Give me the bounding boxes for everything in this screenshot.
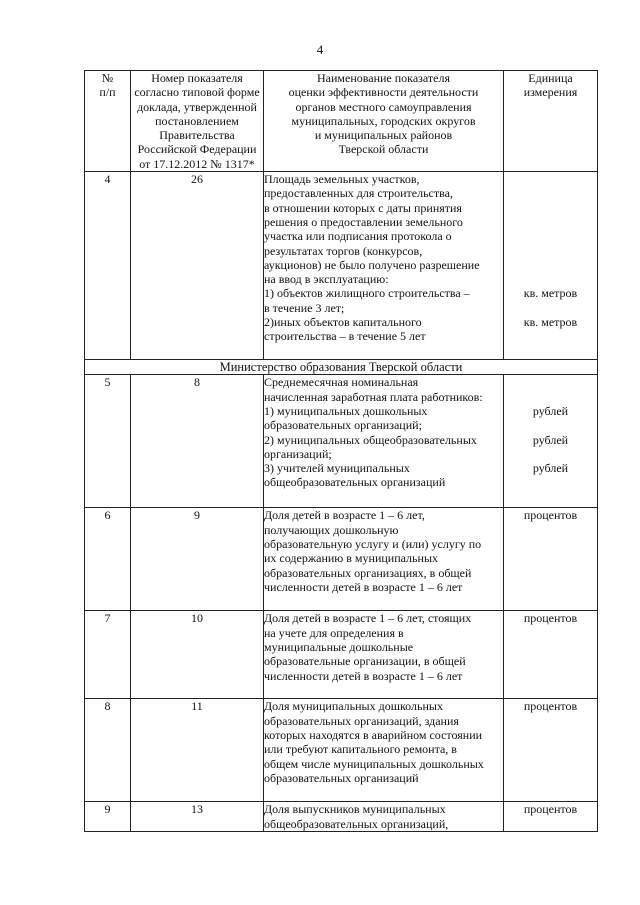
- text-line: или требуют капитального ремонта, в: [264, 742, 457, 757]
- text-line: 2)иных объектов капитального: [264, 315, 422, 330]
- row-name: [264, 611, 504, 699]
- text-line: образовательных организаций, здания: [264, 713, 459, 728]
- row-code: 9: [131, 508, 264, 611]
- text-line: оценки эффективности деятельности: [288, 85, 479, 100]
- text-line: получающих дошкольную: [264, 522, 399, 537]
- text-line: органов местного самоуправления: [295, 99, 472, 114]
- row-code: 26: [131, 172, 264, 360]
- row-unit: процентов: [504, 611, 598, 699]
- text-line: численности детей в возрасте 1 – 6 лет: [264, 668, 463, 683]
- text-line: образовательных организаций;: [264, 418, 422, 433]
- text-line: общеобразовательных организаций: [264, 475, 446, 490]
- header-index: [85, 71, 131, 172]
- text-line: Тверской области: [338, 142, 429, 157]
- text-line: решения о предоставлении земельного: [264, 214, 463, 229]
- text-line: которых находятся в аварийном состоянии: [264, 727, 483, 742]
- text-line: их содержанию в муниципальных: [264, 551, 439, 566]
- text-line: измерения: [523, 85, 578, 100]
- row-code: 13: [131, 802, 264, 832]
- table-row: [85, 375, 598, 508]
- text-line: начисленная заработная плата работников:: [264, 389, 483, 404]
- header-indicator-name: [264, 71, 504, 172]
- row-index: 9: [85, 802, 131, 832]
- unit-value: кв. метров: [523, 286, 578, 301]
- row-code: 10: [131, 611, 264, 699]
- text-line: участка или подписания протокола о: [264, 229, 452, 244]
- text-line: Правительства: [159, 128, 235, 143]
- text-line: образовательных организациях, в общей: [264, 565, 472, 580]
- table-row: [85, 172, 598, 360]
- unit-value: рублей: [532, 432, 569, 447]
- text-line: образовательные организации, в общей: [264, 654, 466, 669]
- text-line: общем числе муниципальных дошкольных: [264, 756, 484, 771]
- text-line: образовательных организаций: [264, 770, 419, 785]
- text-line: общеобразовательных организаций,: [264, 816, 449, 831]
- text-line: численности детей в возрасте 1 – 6 лет: [264, 579, 463, 594]
- row-name: [264, 375, 504, 508]
- text-line: Единица: [528, 71, 573, 85]
- text-line: строительства – в течение 5 лет: [264, 329, 426, 344]
- indicators-table: [84, 70, 598, 832]
- text-line: аукционов) не было получено разрешение: [264, 257, 480, 272]
- text-line: п/п: [99, 85, 116, 100]
- text-line: в течение 3 лет;: [264, 300, 345, 315]
- text-line: Доля муниципальных дошкольных: [264, 699, 443, 714]
- row-unit: процентов: [504, 699, 598, 802]
- unit-value: рублей: [532, 461, 569, 476]
- table-row: [85, 611, 598, 699]
- text-line: Площадь земельных участков,: [264, 172, 420, 187]
- text-line: на ввод в эксплуатацию:: [264, 272, 389, 287]
- unit-value: кв. метров: [523, 315, 578, 330]
- section-row: [85, 360, 598, 375]
- page-number: 4: [316, 42, 324, 57]
- row-index: 8: [85, 699, 131, 802]
- text-line: Среднемесячная номинальная: [264, 375, 419, 390]
- text-line: муниципальные дошкольные: [264, 639, 414, 654]
- text-line: доклада, утвержденной: [137, 99, 257, 114]
- section-title: Министерство образования Тверской области: [85, 360, 598, 375]
- text-line: результатах торгов (конкурсов,: [264, 243, 423, 258]
- text-line: и муниципальных районов: [314, 128, 453, 143]
- row-index: 5: [85, 375, 131, 508]
- row-index: 7: [85, 611, 131, 699]
- text-line: предоставленных для строительства,: [264, 186, 453, 201]
- table-row: [85, 699, 598, 802]
- row-name: [264, 699, 504, 802]
- row-name: [264, 802, 504, 832]
- text-line: на учете для определения в: [264, 625, 404, 640]
- text-line: в отношении которых с даты принятия: [264, 200, 462, 215]
- text-line: 1) муниципальных дошкольных: [264, 403, 428, 418]
- row-unit: [504, 172, 598, 360]
- text-line: Доля детей в возрасте 1 – 6 лет, стоящих: [264, 611, 472, 626]
- unit-value: рублей: [532, 403, 569, 418]
- row-code: 11: [131, 699, 264, 802]
- text-line: согласно типовой форме: [134, 85, 260, 100]
- table-header-row: [85, 71, 598, 172]
- header-unit: [504, 71, 598, 172]
- text-line: №: [101, 71, 114, 85]
- row-unit: процентов: [504, 508, 598, 611]
- row-name: [264, 508, 504, 611]
- text-line: муниципальных, городских округов: [291, 113, 476, 128]
- header-indicator-number: [131, 71, 264, 172]
- row-index: 4: [85, 172, 131, 360]
- row-name: [264, 172, 504, 360]
- text-line: организаций;: [264, 446, 332, 461]
- text-line: 2) муниципальных общеобразовательных: [264, 432, 477, 447]
- text-line: образовательную услугу и (или) услугу по: [264, 536, 482, 551]
- table-row: [85, 802, 598, 832]
- text-line: от 17.12.2012 № 1317*: [139, 156, 255, 171]
- text-line: Доля выпускников муниципальных: [264, 802, 446, 817]
- text-line: 3) учителей муниципальных: [264, 461, 410, 476]
- row-index: 6: [85, 508, 131, 611]
- row-code: 8: [131, 375, 264, 508]
- text-line: Наименование показателя: [317, 71, 450, 85]
- row-unit: процентов: [504, 802, 598, 832]
- text-line: постановлением: [155, 113, 239, 128]
- text-line: Номер показателя: [151, 71, 243, 85]
- table-row: [85, 508, 598, 611]
- text-line: 1) объектов жилищного строительства –: [264, 286, 470, 301]
- text-line: Доля детей в возрасте 1 – 6 лет,: [264, 508, 425, 523]
- row-unit: [504, 375, 598, 508]
- text-line: Российской Федерации: [137, 142, 257, 157]
